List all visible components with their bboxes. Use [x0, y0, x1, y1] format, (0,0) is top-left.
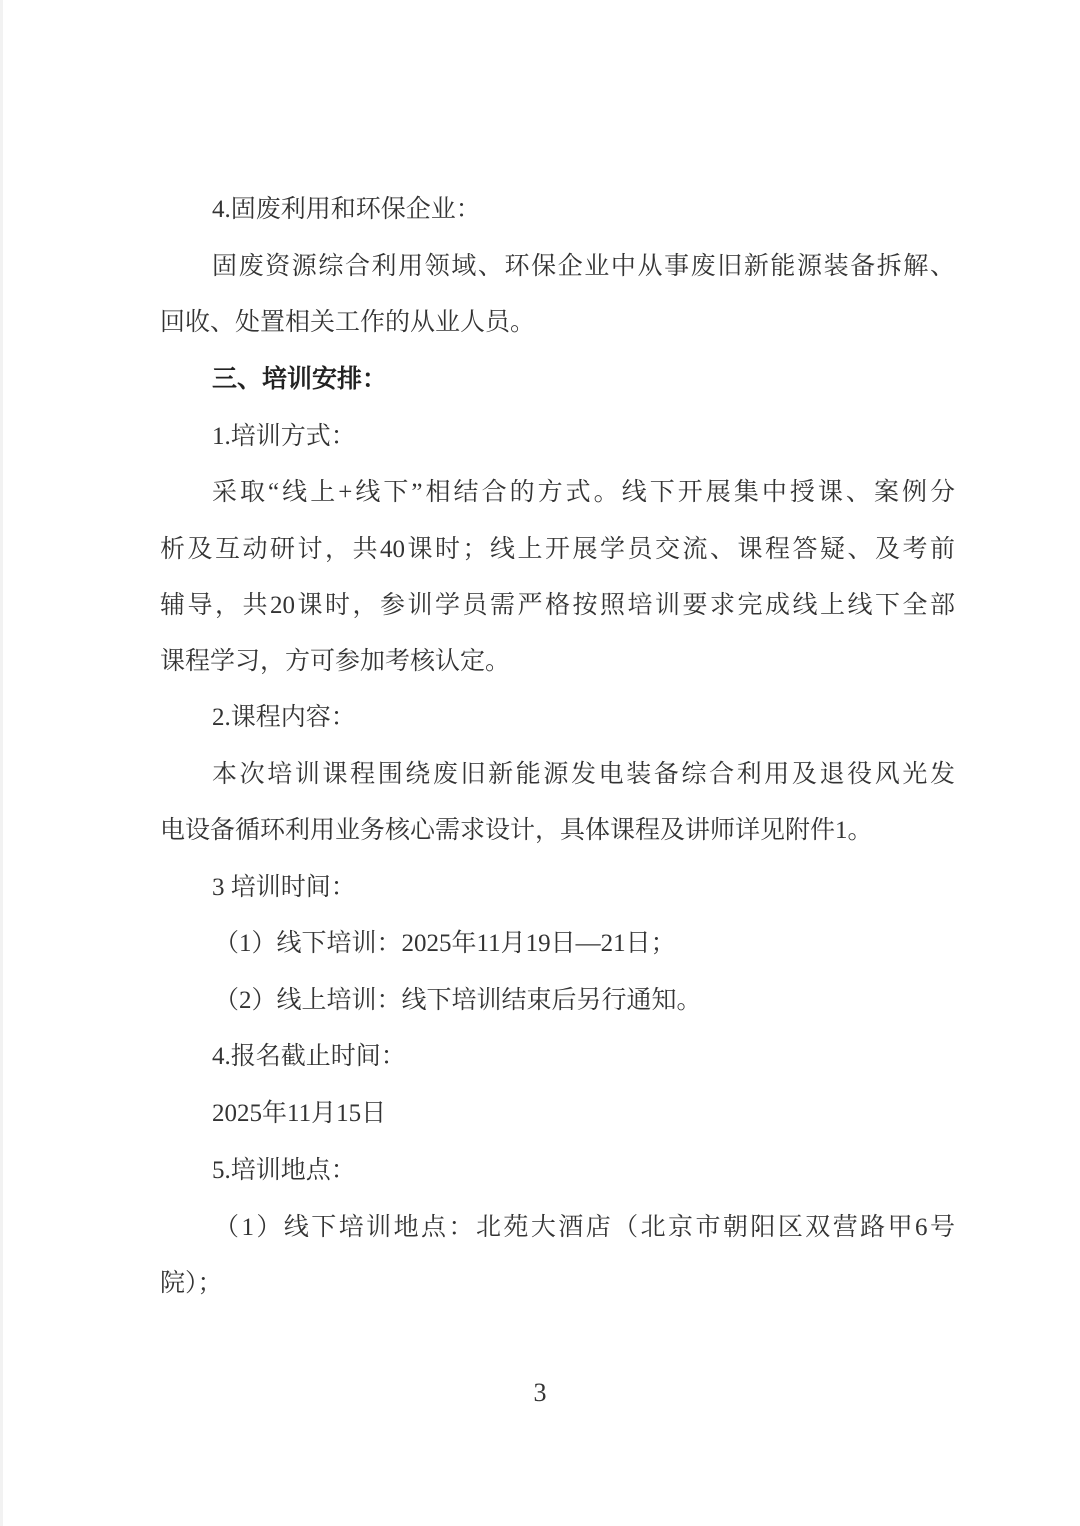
paragraph-line: 析及互动研讨，共40课时；线上开展学员交流、课程答疑、及考前: [160, 536, 955, 563]
paragraph-line: 固废资源综合利用领域、环保企业中从事废旧新能源装备拆解、: [212, 253, 955, 280]
paragraph-line: 院）；: [160, 1270, 223, 1297]
section-heading-solid-waste: 4.固废利用和环保企业：: [212, 196, 481, 223]
paragraph-line: 辅导，共20课时，参训学员需严格按照培训要求完成线上线下全部: [160, 592, 955, 619]
list-item: （1）线下培训地点：北苑大酒店（北京市朝阳区双营路甲6号: [214, 1214, 955, 1241]
subheading-training-location: 5.培训地点：: [212, 1157, 356, 1184]
list-item: （1）线下培训：2025年11月19日—21日；: [214, 930, 676, 957]
paragraph-line: 课程学习，方可参加考核认定。: [160, 648, 511, 675]
scan-edge: [0, 0, 3, 1526]
page-number: 3: [533, 1378, 547, 1407]
paragraph-line: 采取“线上+线下”相结合的方式。线下开展集中授课、案例分: [212, 479, 955, 506]
paragraph-line: 本次培训课程围绕废旧新能源发电装备综合利用及退役风光发: [212, 761, 955, 788]
deadline-date: 2025年11月15日: [212, 1100, 387, 1127]
subheading-training-time: 3 培训时间：: [212, 874, 356, 901]
subheading-course-content: 2.课程内容：: [212, 704, 356, 731]
subheading-registration-deadline: 4.报名截止时间：: [212, 1043, 406, 1070]
paragraph-line: 电设备循环利用业务核心需求设计，具体课程及讲师详见附件1。: [160, 817, 873, 844]
section-heading-training-arrangement: 三、培训安排：: [212, 366, 388, 393]
paragraph-line: 回收、处置相关工作的从业人员。: [160, 309, 536, 336]
subheading-training-method: 1.培训方式：: [212, 423, 356, 450]
list-item: （2）线上培训：线下培训结束后另行通知。: [214, 987, 702, 1014]
